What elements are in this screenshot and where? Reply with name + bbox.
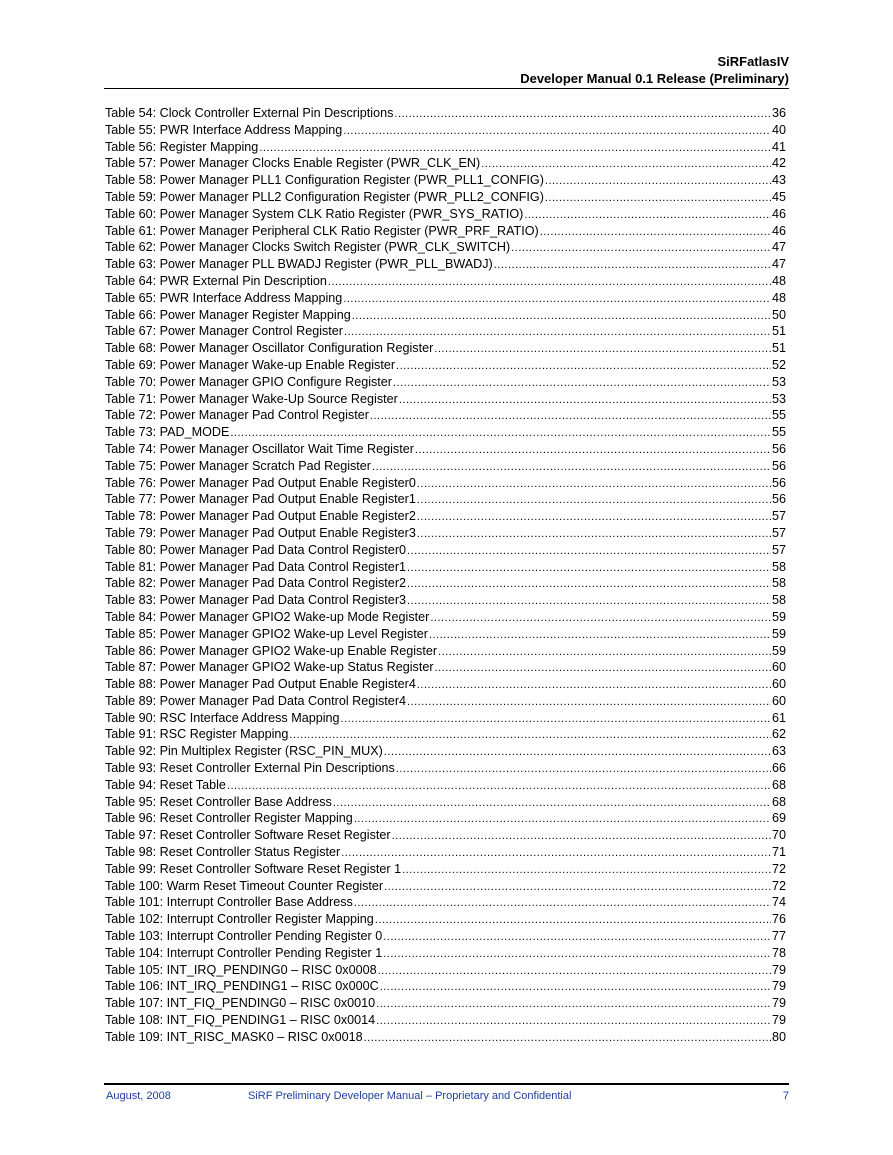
toc-entry-page-number[interactable]: 79	[771, 979, 786, 994]
toc-entry[interactable]	[105, 357, 786, 374]
toc-entry[interactable]	[105, 458, 786, 475]
toc-dot-leader	[407, 576, 771, 593]
toc-dot-leader	[384, 879, 771, 896]
toc-entry-page-number[interactable]: 51	[771, 341, 786, 356]
toc-entry-page-number[interactable]: 60	[771, 677, 786, 692]
toc-entry[interactable]	[105, 710, 786, 727]
toc-entry[interactable]	[105, 794, 786, 811]
toc-entry-label[interactable]: Table 81: Power Manager Pad Data Control Register1	[105, 559, 407, 574]
toc-entry-label[interactable]: Table 93: Reset Controller External Pin Descriptions	[105, 761, 395, 776]
toc-entry[interactable]	[105, 441, 786, 458]
toc-dot-leader	[343, 291, 771, 308]
footer-date: August, 2008	[106, 1090, 171, 1102]
toc-dot-leader	[393, 375, 771, 392]
toc-entry[interactable]	[105, 777, 786, 794]
toc-entry-page-number[interactable]: 55	[771, 425, 786, 440]
table-of-contents-list	[105, 105, 786, 1046]
toc-entry-label[interactable]: Table 109: INT_RISC_MASK0 – RISC 0x0018	[105, 1029, 363, 1044]
toc-entry-page-number[interactable]: 50	[771, 307, 786, 322]
toc-entry-label[interactable]: Table 90: RSC Interface Address Mapping	[105, 710, 340, 725]
toc-entry[interactable]	[105, 525, 786, 542]
toc-entry-label[interactable]: Table 57: Power Manager Clocks Enable Register (PWR_CLK_EN)	[105, 156, 481, 171]
toc-entry[interactable]	[105, 844, 786, 861]
toc-entry-page-number[interactable]: 57	[771, 542, 786, 557]
toc-entry-page-number[interactable]: 45	[771, 189, 786, 204]
toc-dot-leader	[545, 190, 771, 207]
toc-entry-label[interactable]: Table 70: Power Manager GPIO Configure Register	[105, 374, 392, 389]
toc-entry-page-number[interactable]: 58	[771, 593, 786, 608]
toc-entry-page-number[interactable]: 62	[771, 727, 786, 742]
toc-dot-leader	[259, 140, 771, 157]
toc-entry-page-number[interactable]: 79	[771, 996, 786, 1011]
toc-entry[interactable]	[105, 643, 786, 660]
toc-dot-leader	[407, 543, 771, 560]
header-product-name: SiRFatlasIV	[717, 54, 789, 69]
toc-entry-page-number[interactable]: 46	[771, 223, 786, 238]
toc-entry-page-number[interactable]: 58	[771, 559, 786, 574]
toc-entry[interactable]	[105, 323, 786, 340]
toc-entry-label[interactable]: Table 83: Power Manager Pad Data Control Register3	[105, 593, 407, 608]
toc-dot-leader	[434, 341, 771, 358]
toc-entry-page-number[interactable]: 42	[771, 156, 786, 171]
toc-entry-page-number[interactable]: 36	[771, 106, 786, 120]
toc-entry-page-number[interactable]: 48	[771, 273, 786, 288]
toc-entry[interactable]	[105, 626, 786, 643]
toc-entry[interactable]	[105, 105, 786, 122]
toc-entry-page-number[interactable]: 57	[771, 525, 786, 540]
toc-entry-page-number[interactable]: 59	[771, 626, 786, 641]
toc-entry-page-number[interactable]: 56	[771, 475, 786, 490]
toc-entry[interactable]	[105, 122, 786, 139]
toc-entry[interactable]	[105, 139, 786, 156]
toc-entry-label[interactable]: Table 99: Reset Controller Software Reset Register 1	[105, 861, 402, 876]
toc-entry-page-number[interactable]: 47	[771, 257, 786, 272]
toc-entry-label[interactable]: Table 86: Power Manager GPIO2 Wake-up Enable Register	[105, 643, 438, 658]
toc-entry-label[interactable]: Table 64: PWR External Pin Description	[105, 273, 327, 288]
toc-entry[interactable]	[105, 307, 786, 324]
toc-entry[interactable]	[105, 575, 786, 592]
toc-entry[interactable]	[105, 391, 786, 408]
toc-entry-page-number[interactable]: 41	[771, 139, 786, 154]
toc-entry-page-number[interactable]: 48	[771, 290, 786, 305]
toc-entry-page-number[interactable]: 59	[771, 643, 786, 658]
toc-dot-leader	[372, 459, 771, 476]
toc-dot-leader	[399, 392, 771, 409]
toc-entry[interactable]	[105, 609, 786, 626]
toc-dot-leader	[375, 912, 771, 929]
toc-entry-page-number[interactable]: 55	[771, 408, 786, 423]
toc-entry-page-number[interactable]: 46	[771, 206, 786, 221]
toc-entry-page-number[interactable]: 80	[771, 1029, 786, 1044]
toc-entry-label[interactable]: Table 79: Power Manager Pad Output Enable Register3	[105, 525, 416, 540]
toc-entry-page-number[interactable]: 58	[771, 576, 786, 591]
toc-entry[interactable]	[105, 189, 786, 206]
toc-entry[interactable]	[105, 559, 786, 576]
toc-entry-label[interactable]: Table 67: Power Manager Control Register	[105, 324, 344, 339]
toc-entry[interactable]	[105, 542, 786, 559]
footer-confidential-notice: SiRF Preliminary Developer Manual – Proprietary and Confidential	[248, 1090, 572, 1102]
toc-entry[interactable]	[105, 962, 786, 979]
toc-entry-page-number[interactable]: 63	[771, 744, 786, 759]
toc-dot-leader	[333, 795, 771, 812]
toc-entry[interactable]	[105, 475, 786, 492]
toc-entry[interactable]	[105, 340, 786, 357]
footer-page-number: 7	[782, 1090, 789, 1102]
toc-entry-page-number[interactable]: 61	[771, 710, 786, 725]
toc-dot-leader	[435, 660, 771, 677]
toc-dot-leader	[376, 1013, 771, 1030]
toc-entry-label[interactable]: Table 104: Interrupt Controller Pending Register 1	[105, 945, 383, 960]
toc-entry-label[interactable]: Table 59: Power Manager PLL2 Configuration Register (PWR_PLL2_CONFIG)	[105, 189, 544, 204]
toc-entry[interactable]	[105, 407, 786, 424]
toc-entry-label[interactable]: Table 71: Power Manager Wake-Up Source Register	[105, 391, 398, 406]
toc-dot-leader	[383, 946, 771, 963]
toc-entry[interactable]	[105, 911, 786, 928]
toc-entry[interactable]	[105, 172, 786, 189]
toc-entry-page-number[interactable]: 53	[771, 374, 786, 389]
toc-entry-page-number[interactable]: 76	[771, 912, 786, 927]
toc-entry[interactable]	[105, 995, 786, 1012]
toc-dot-leader	[230, 425, 771, 442]
toc-entry-label[interactable]: Table 56: Register Mapping	[105, 139, 259, 154]
header-divider	[104, 88, 789, 89]
toc-entry-page-number[interactable]: 70	[771, 828, 786, 843]
toc-entry[interactable]	[105, 945, 786, 962]
toc-entry-label[interactable]: Table 58: Power Manager PLL1 Configuration Register (PWR_PLL1_CONFIG)	[105, 173, 544, 188]
toc-entry-label[interactable]: Table 61: Power Manager Peripheral CLK Ratio Register (PWR_PRF_RATIO)	[105, 223, 539, 238]
toc-entry-page-number[interactable]: 60	[771, 660, 786, 675]
toc-entry-label[interactable]: Table 80: Power Manager Pad Data Control Register0	[105, 542, 407, 557]
toc-entry-page-number[interactable]: 66	[771, 761, 786, 776]
toc-entry-label[interactable]: Table 76: Power Manager Pad Output Enable Register0	[105, 475, 416, 490]
toc-entry[interactable]	[105, 223, 786, 240]
toc-entry-label[interactable]: Table 100: Warm Reset Timeout Counter Register	[105, 878, 384, 893]
toc-entry-page-number[interactable]: 77	[771, 929, 786, 944]
toc-dot-leader	[540, 224, 771, 241]
toc-entry[interactable]	[105, 508, 786, 525]
toc-entry[interactable]	[105, 743, 786, 760]
toc-entry-label[interactable]: Table 65: PWR Interface Address Mapping	[105, 290, 343, 305]
toc-entry-page-number[interactable]: 56	[771, 492, 786, 507]
toc-entry-label[interactable]: Table 77: Power Manager Pad Output Enable Register1	[105, 492, 416, 507]
toc-dot-leader	[417, 677, 771, 694]
toc-entry[interactable]	[105, 491, 786, 508]
toc-entry[interactable]	[105, 676, 786, 693]
toc-entry-page-number[interactable]: 59	[771, 609, 786, 624]
toc-dot-leader	[364, 1030, 771, 1047]
toc-entry-label[interactable]: Table 68: Power Manager Oscillator Configuration Register	[105, 341, 434, 356]
toc-entry-label[interactable]: Table 88: Power Manager Pad Output Enable Register4	[105, 677, 416, 692]
toc-entry[interactable]	[105, 878, 786, 895]
toc-entry-label[interactable]: Table 92: Pin Multiplex Register (RSC_PIN_MUX)	[105, 744, 383, 759]
toc-entry[interactable]	[105, 290, 786, 307]
toc-entry[interactable]	[105, 928, 786, 945]
toc-entry[interactable]	[105, 659, 786, 676]
toc-dot-leader	[328, 274, 771, 291]
toc-dot-leader	[494, 257, 771, 274]
toc-entry-label[interactable]: Table 69: Power Manager Wake-up Enable Register	[105, 357, 396, 372]
toc-entry-page-number[interactable]: 79	[771, 962, 786, 977]
toc-entry[interactable]	[105, 760, 786, 777]
toc-dot-leader	[407, 593, 771, 610]
toc-entry-page-number[interactable]: 68	[771, 777, 786, 792]
toc-entry-label[interactable]: Table 85: Power Manager GPIO2 Wake-up Level Register	[105, 626, 428, 641]
toc-dot-leader	[352, 308, 771, 325]
toc-entry[interactable]	[105, 1012, 786, 1029]
toc-entry-page-number[interactable]: 56	[771, 458, 786, 473]
header-manual-title: Developer Manual 0.1 Release (Preliminary)	[520, 71, 789, 86]
toc-entry-page-number[interactable]: 74	[771, 895, 786, 910]
toc-dot-leader	[344, 324, 771, 341]
toc-dot-leader	[438, 644, 771, 661]
toc-entry[interactable]	[105, 1029, 786, 1046]
toc-dot-leader	[289, 727, 771, 744]
toc-entry-page-number[interactable]: 68	[771, 794, 786, 809]
toc-entry[interactable]	[105, 810, 786, 827]
toc-entry-label[interactable]: Table 63: Power Manager PLL BWADJ Register (PWR_PLL_BWADJ)	[105, 257, 493, 272]
toc-dot-leader	[430, 610, 771, 627]
toc-entry-label[interactable]: Table 108: INT_FIQ_PENDING1 – RISC 0x0014	[105, 1013, 376, 1028]
toc-entry[interactable]	[105, 726, 786, 743]
toc-dot-leader	[429, 627, 771, 644]
toc-dot-leader	[396, 761, 771, 778]
toc-entry[interactable]	[105, 273, 786, 290]
toc-dot-leader	[511, 240, 771, 257]
toc-entry-page-number[interactable]: 47	[771, 240, 786, 255]
toc-entry-label[interactable]: Table 103: Interrupt Controller Pending Register 0	[105, 929, 383, 944]
toc-entry[interactable]	[105, 256, 786, 273]
toc-entry-label[interactable]: Table 106: INT_IRQ_PENDING1 – RISC 0x000C	[105, 979, 379, 994]
toc-entry-label[interactable]: Table 78: Power Manager Pad Output Enable Register2	[105, 509, 416, 524]
toc-entry-page-number[interactable]: 53	[771, 391, 786, 406]
toc-entry-label[interactable]: Table 91: RSC Register Mapping	[105, 727, 289, 742]
toc-entry-label[interactable]: Table 66: Power Manager Register Mapping	[105, 307, 351, 322]
toc-entry[interactable]	[105, 894, 786, 911]
toc-entry-page-number[interactable]: 78	[771, 945, 786, 960]
toc-dot-leader	[524, 207, 771, 224]
toc-entry-page-number[interactable]: 56	[771, 441, 786, 456]
toc-entry-page-number[interactable]: 71	[771, 845, 786, 860]
toc-entry-label[interactable]: Table 96: Reset Controller Register Mapping	[105, 811, 353, 826]
toc-entry-label[interactable]: Table 54: Clock Controller External Pin Descriptions	[105, 106, 394, 120]
toc-dot-leader	[354, 895, 771, 912]
toc-dot-leader	[407, 560, 771, 577]
toc-dot-leader	[392, 828, 771, 845]
toc-entry-label[interactable]: Table 62: Power Manager Clocks Switch Register (PWR_CLK_SWITCH)	[105, 240, 511, 255]
toc-entry-label[interactable]: Table 75: Power Manager Scratch Pad Register	[105, 458, 372, 473]
toc-entry-page-number[interactable]: 40	[771, 122, 786, 137]
toc-entry[interactable]	[105, 374, 786, 391]
toc-entry[interactable]	[105, 693, 786, 710]
toc-entry-page-number[interactable]: 57	[771, 509, 786, 524]
toc-dot-leader	[384, 744, 771, 761]
toc-dot-leader	[417, 509, 771, 526]
toc-dot-leader	[417, 492, 771, 509]
toc-entry-label[interactable]: Table 87: Power Manager GPIO2 Wake-up Status Register	[105, 660, 434, 675]
toc-entry[interactable]	[105, 861, 786, 878]
toc-entry[interactable]	[105, 239, 786, 256]
toc-entry-label[interactable]: Table 72: Power Manager Pad Control Register	[105, 408, 369, 423]
toc-dot-leader	[378, 963, 771, 980]
toc-entry-label[interactable]: Table 74: Power Manager Oscillator Wait Time Register	[105, 441, 414, 456]
toc-entry-label[interactable]: Table 73: PAD_MODE	[105, 425, 230, 440]
toc-dot-leader	[481, 156, 771, 173]
toc-entry-label[interactable]: Table 94: Reset Table	[105, 777, 226, 792]
toc-dot-leader	[354, 811, 771, 828]
toc-entry[interactable]	[105, 827, 786, 844]
toc-entry-page-number[interactable]: 60	[771, 693, 786, 708]
toc-entry-label[interactable]: Table 95: Reset Controller Base Address	[105, 794, 332, 809]
toc-entry-page-number[interactable]: 72	[771, 861, 786, 876]
toc-dot-leader	[407, 694, 771, 711]
toc-dot-leader	[415, 442, 771, 459]
toc-entry-label[interactable]: Table 98: Reset Controller Status Register	[105, 845, 341, 860]
toc-dot-leader	[370, 408, 771, 425]
toc-entry-label[interactable]: Table 101: Interrupt Controller Base Address	[105, 895, 353, 910]
toc-dot-leader	[376, 996, 771, 1013]
footer-divider	[104, 1083, 789, 1085]
toc-entry-page-number[interactable]: 79	[771, 1013, 786, 1028]
toc-dot-leader	[341, 845, 771, 862]
toc-entry-label[interactable]: Table 55: PWR Interface Address Mapping	[105, 122, 343, 137]
toc-entry-label[interactable]: Table 89: Power Manager Pad Data Control Register4	[105, 693, 407, 708]
toc-entry-label[interactable]: Table 82: Power Manager Pad Data Control Register2	[105, 576, 407, 591]
toc-dot-leader	[227, 778, 771, 795]
toc-dot-leader	[343, 123, 771, 140]
toc-dot-leader	[396, 358, 771, 375]
toc-entry[interactable]	[105, 592, 786, 609]
toc-dot-leader	[417, 476, 771, 493]
toc-entry-label[interactable]: Table 97: Reset Controller Software Reset Register	[105, 828, 391, 843]
toc-entry-page-number[interactable]: 72	[771, 878, 786, 893]
toc-entry-label[interactable]: Table 107: INT_FIQ_PENDING0 – RISC 0x0010	[105, 996, 376, 1011]
toc-entry-page-number[interactable]: 69	[771, 811, 786, 826]
toc-entry[interactable]	[105, 424, 786, 441]
toc-entry-label[interactable]: Table 102: Interrupt Controller Register Mapping	[105, 912, 374, 927]
toc-dot-leader	[394, 106, 771, 123]
toc-dot-leader	[383, 929, 771, 946]
toc-dot-leader	[402, 862, 771, 879]
toc-entry[interactable]	[105, 206, 786, 223]
toc-entry-page-number[interactable]: 52	[771, 357, 786, 372]
page-header	[520, 53, 789, 87]
toc-entry-label[interactable]: Table 60: Power Manager System CLK Ratio Register (PWR_SYS_RATIO)	[105, 206, 524, 221]
toc-entry-label[interactable]: Table 105: INT_IRQ_PENDING0 – RISC 0x0008	[105, 962, 377, 977]
toc-entry[interactable]	[105, 978, 786, 995]
toc-entry-label[interactable]: Table 84: Power Manager GPIO2 Wake-up Mode Register	[105, 609, 430, 624]
toc-dot-leader	[380, 979, 771, 996]
toc-dot-leader	[417, 526, 771, 543]
toc-entry-page-number[interactable]: 43	[771, 173, 786, 188]
toc-dot-leader	[341, 711, 771, 728]
toc-entry[interactable]	[105, 155, 786, 172]
toc-dot-leader	[545, 173, 771, 190]
toc-entry-page-number[interactable]: 51	[771, 324, 786, 339]
